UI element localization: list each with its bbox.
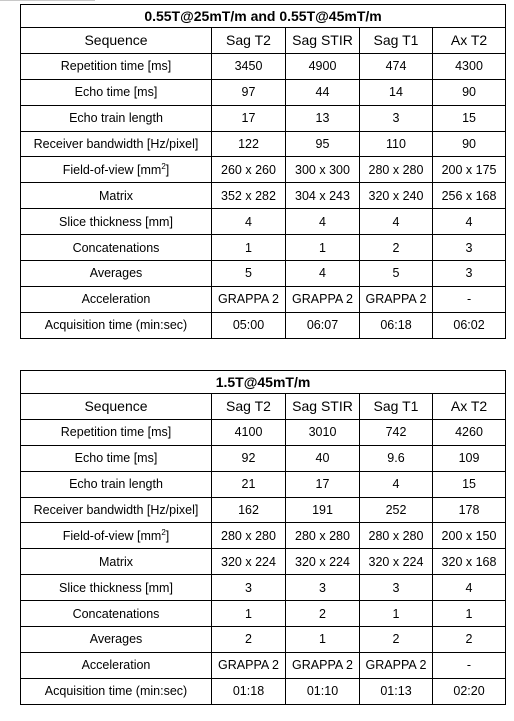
value-cell: 4300 (433, 53, 506, 79)
parameters-table-1-5t (20, 370, 506, 705)
value-cell: 5 (360, 261, 433, 287)
value-cell: 02:20 (433, 678, 506, 704)
value-cell: GRAPPA 2 (286, 286, 360, 312)
value-cell: GRAPPA 2 (360, 286, 433, 312)
value-cell: GRAPPA 2 (286, 652, 360, 678)
value-cell: 3 (212, 575, 286, 601)
value-cell: 13 (286, 105, 360, 131)
value-cell: 97 (212, 79, 286, 105)
value-cell: 4 (360, 209, 433, 235)
value-cell: 14 (360, 79, 433, 105)
header-row (21, 394, 506, 420)
table-body (21, 28, 506, 339)
row-label-cell: Matrix (21, 183, 212, 209)
row-label-cell (21, 157, 212, 183)
superscript-text: 2 (161, 161, 166, 171)
value-cell: 9.6 (360, 445, 433, 471)
value-cell: 178 (433, 497, 506, 523)
value-cell: 3 (433, 235, 506, 261)
value-cell: 5 (212, 261, 286, 287)
table-title: 1.5T@45mT/m (21, 371, 506, 394)
value-cell: 2 (360, 235, 433, 261)
table-row (21, 105, 506, 131)
row-label-cell: Acceleration (21, 286, 212, 312)
value-cell: 320 x 224 (212, 549, 286, 575)
table-row (21, 575, 506, 601)
row-label-cell: Matrix (21, 549, 212, 575)
value-cell: 304 x 243 (286, 183, 360, 209)
value-cell: - (433, 652, 506, 678)
table-body (21, 394, 506, 705)
row-label-cell: Echo time [ms] (21, 445, 212, 471)
bracket-text: ] (165, 162, 170, 177)
value-cell: 4260 (433, 419, 506, 445)
header-cell: Sag T1 (360, 28, 433, 54)
row-label-cell: Repetition time [ms] (21, 53, 212, 79)
value-cell: 17 (286, 471, 360, 497)
value-cell: 1 (286, 235, 360, 261)
superscript-text: 2 (161, 527, 166, 537)
table-row (21, 652, 506, 678)
value-cell: 3 (286, 575, 360, 601)
table-title: 0.55T@25mT/m and 0.55T@45mT/m (21, 5, 506, 28)
row-label-cell: Echo train length (21, 471, 212, 497)
value-cell: 90 (433, 79, 506, 105)
value-cell: 2 (212, 627, 286, 653)
value-cell: 4 (286, 261, 360, 287)
value-cell: 2 (360, 627, 433, 653)
table-row (21, 445, 506, 471)
value-cell: 4 (433, 209, 506, 235)
value-cell: 1 (286, 627, 360, 653)
value-cell: 110 (360, 131, 433, 157)
value-cell: 05:00 (212, 312, 286, 338)
value-cell: 3 (360, 105, 433, 131)
value-cell: 06:02 (433, 312, 506, 338)
value-cell: 2 (433, 627, 506, 653)
value-cell: 06:18 (360, 312, 433, 338)
table-row (21, 312, 506, 338)
value-cell: 40 (286, 445, 360, 471)
value-cell: 320 x 240 (360, 183, 433, 209)
header-cell: Sequence (21, 394, 212, 420)
value-cell: 200 x 175 (433, 157, 506, 183)
table-row (21, 53, 506, 79)
table-row (21, 471, 506, 497)
value-cell: GRAPPA 2 (212, 652, 286, 678)
header-row (21, 28, 506, 54)
value-cell: 162 (212, 497, 286, 523)
row-label-cell: Concatenations (21, 235, 212, 261)
row-label-cell: Echo time [ms] (21, 79, 212, 105)
header-cell: Sag T2 (212, 28, 286, 54)
table-row (21, 261, 506, 287)
value-cell: 15 (433, 105, 506, 131)
value-cell: 122 (212, 131, 286, 157)
value-cell: 1 (433, 601, 506, 627)
value-cell: GRAPPA 2 (360, 652, 433, 678)
parameters-table-low-field (20, 4, 506, 339)
row-label-cell: Acquisition time (min:sec) (21, 312, 212, 338)
row-label-cell (21, 523, 212, 549)
value-cell: 4100 (212, 419, 286, 445)
row-label-cell: Acceleration (21, 652, 212, 678)
row-label-cell: Receiver bandwidth [Hz/pixel] (21, 497, 212, 523)
table-row (21, 627, 506, 653)
value-cell: 256 x 168 (433, 183, 506, 209)
value-cell: 1 (212, 235, 286, 261)
table-row (21, 523, 506, 549)
row-label-cell: Averages (21, 261, 212, 287)
value-cell: 4 (433, 575, 506, 601)
header-cell: Ax T2 (433, 394, 506, 420)
value-cell: 109 (433, 445, 506, 471)
table-row (21, 678, 506, 704)
table-row (21, 235, 506, 261)
value-cell: 320 x 168 (433, 549, 506, 575)
value-cell: 252 (360, 497, 433, 523)
row-label-cell: Echo train length (21, 105, 212, 131)
value-cell: 260 x 260 (212, 157, 286, 183)
header-cell: Sag T2 (212, 394, 286, 420)
table-row (21, 183, 506, 209)
value-cell: 17 (212, 105, 286, 131)
value-cell: 191 (286, 497, 360, 523)
value-cell: 280 x 280 (360, 157, 433, 183)
row-label-text: Field-of-view [mm (62, 528, 162, 543)
value-cell: 320 x 224 (286, 549, 360, 575)
value-cell: 280 x 280 (360, 523, 433, 549)
value-cell: 4900 (286, 53, 360, 79)
table-row (21, 131, 506, 157)
table-row (21, 549, 506, 575)
value-cell: 90 (433, 131, 506, 157)
header-cell: Sequence (21, 28, 212, 54)
value-cell: 06:07 (286, 312, 360, 338)
value-cell: 3 (360, 575, 433, 601)
value-cell: 44 (286, 79, 360, 105)
value-cell: 01:18 (212, 678, 286, 704)
value-cell: 92 (212, 445, 286, 471)
value-cell: 352 x 282 (212, 183, 286, 209)
table-row (21, 601, 506, 627)
value-cell: 3010 (286, 419, 360, 445)
value-cell: GRAPPA 2 (212, 286, 286, 312)
value-cell: 15 (433, 471, 506, 497)
bracket-text: ] (165, 528, 170, 543)
value-cell: 95 (286, 131, 360, 157)
value-cell: 742 (360, 419, 433, 445)
value-cell: 200 x 150 (433, 523, 506, 549)
table-row (21, 209, 506, 235)
value-cell: 280 x 280 (286, 523, 360, 549)
value-cell: 2 (286, 601, 360, 627)
value-cell: 1 (360, 601, 433, 627)
row-label-cell: Receiver bandwidth [Hz/pixel] (21, 131, 212, 157)
value-cell: 01:10 (286, 678, 360, 704)
row-label-text: Field-of-view [mm (62, 162, 162, 177)
value-cell: 3450 (212, 53, 286, 79)
row-label-cell: Repetition time [ms] (21, 419, 212, 445)
value-cell: 4 (286, 209, 360, 235)
value-cell: 1 (212, 601, 286, 627)
table-row (21, 286, 506, 312)
value-cell: 300 x 300 (286, 157, 360, 183)
value-cell: 320 x 224 (360, 549, 433, 575)
value-cell: 474 (360, 53, 433, 79)
value-cell: 4 (212, 209, 286, 235)
row-label-cell: Concatenations (21, 601, 212, 627)
table-row (21, 79, 506, 105)
table-row (21, 157, 506, 183)
value-cell: 21 (212, 471, 286, 497)
value-cell: 4 (360, 471, 433, 497)
value-cell: 280 x 280 (212, 523, 286, 549)
row-label-cell: Averages (21, 627, 212, 653)
top-border-line (0, 0, 95, 1)
value-cell: - (433, 286, 506, 312)
header-cell: Sag T1 (360, 394, 433, 420)
row-label-cell: Slice thickness [mm] (21, 575, 212, 601)
header-cell: Ax T2 (433, 28, 506, 54)
table-row (21, 419, 506, 445)
value-cell: 01:13 (360, 678, 433, 704)
row-label-cell: Slice thickness [mm] (21, 209, 212, 235)
value-cell: 3 (433, 261, 506, 287)
header-cell: Sag STIR (286, 28, 360, 54)
table-row (21, 497, 506, 523)
header-cell: Sag STIR (286, 394, 360, 420)
row-label-cell: Acquisition time (min:sec) (21, 678, 212, 704)
